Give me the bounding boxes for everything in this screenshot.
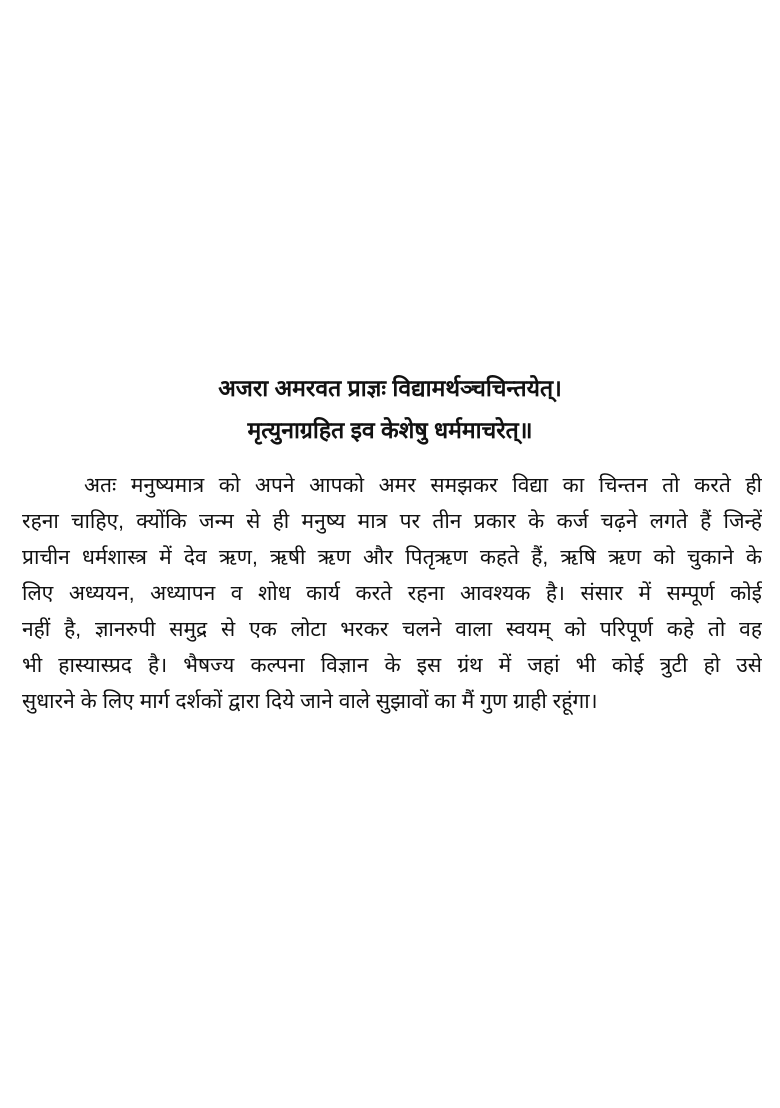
paragraph-line: नहीं है, ज्ञानरुपी समुद्र से एक लोटा भरकर चलने वाला स्वयम् को परिपूर्ण कहे तो वह xyxy=(22,618,762,641)
paragraph-line: लिए अध्ययन, अध्यापन व शोध कार्य करते रहना आवश्यक है। संसार में सम्पूर्ण कोई xyxy=(22,582,762,605)
verse-line-1: अजरा अमरवत प्राज्ञः विद्यामर्थञ्चचिन्तयेत्। xyxy=(218,375,562,401)
paragraph-line: प्राचीन धर्मशास्त्र में देव ऋण, ऋषी ऋण और पितृऋण कहते हैं, ऋषि ऋण को चुकाने के xyxy=(22,546,762,569)
paragraph-line: भी हास्यास्प्रद है। भैषज्य कल्पना विज्ञान के इस ग्रंथ में जहां भी कोई त्रुटी हो उसे xyxy=(22,654,762,677)
paragraph-line: सुधारने के लिए मार्ग दर्शकों द्वारा दिये जाने वाले सुझावों का मैं गुण ग्राही रहूंगा। xyxy=(22,690,598,713)
body-paragraph xyxy=(22,468,762,720)
paragraph-line: अतः मनुष्यमात्र को अपने आपको अमर समझकर विद्या का चिन्तन तो करते ही xyxy=(84,474,762,497)
paragraph-line: रहना चाहिए, क्योंकि जन्म से ही मनुष्य मात्र पर तीन प्रकार के कर्ज चढ़ने लगते हैं जिन्हें xyxy=(22,510,762,533)
verse-line-2: मृत्युनाग्रहित इव केशेषु धर्ममाचरेत्॥ xyxy=(247,417,533,443)
